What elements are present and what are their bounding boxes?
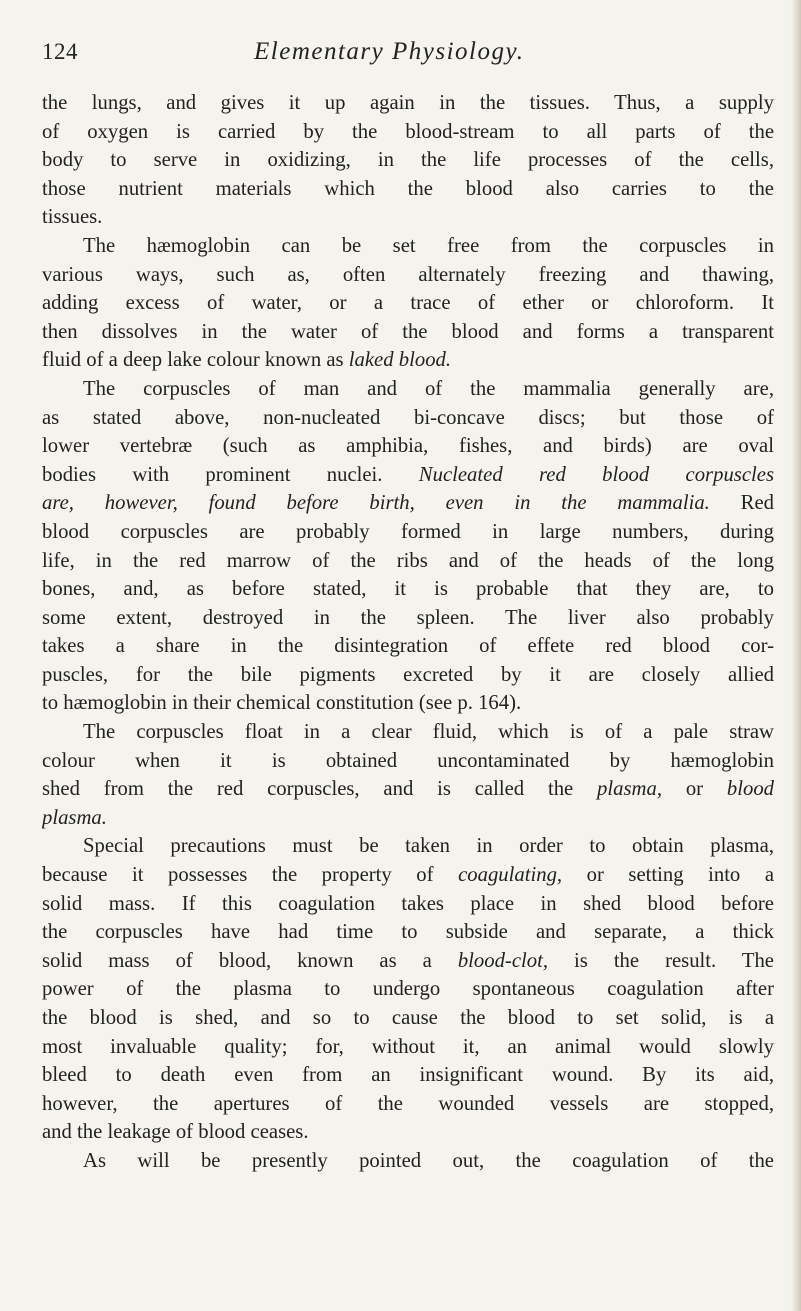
text-run: fluid of a deep lake colour known as [42,349,349,372]
text-line [42,232,774,261]
text-run: The corpuscles of man and of the mammalia generally are, [83,377,774,400]
text-run: is the result. The [548,949,774,972]
running-title: Elementary Physiology. [254,38,525,65]
text-line [42,918,774,947]
italic-term: plasma, [597,778,662,801]
italic-term: laked blood. [348,349,452,372]
text-line [42,832,774,861]
text-run: solid mass of blood, known as a [42,949,458,972]
text-line [42,975,774,1004]
text-line [42,1033,774,1062]
text-run: The corpuscles float in a clear fluid, which is of a pale straw [83,721,774,744]
text-line [42,203,774,232]
text-run: adding excess of water, or a trace of ether or chloroform. It [42,292,774,315]
text-run: bones, and, as before stated, it is probable that they are, to [42,578,774,601]
text-line [42,118,774,147]
page-number: 124 [42,39,78,64]
text-line [42,747,774,776]
text-run: tissues. [42,206,103,229]
text-line [42,1090,774,1119]
text-run: As will be presently pointed out, the coagulation of the [83,1149,774,1172]
text-line [42,575,774,604]
text-line [42,375,774,404]
italic-term: blood-clot, [457,949,549,972]
text-run: blood corpuscles are probably formed in large numbers, during [42,520,774,543]
text-line [42,518,774,547]
text-line [42,175,774,204]
running-head [42,34,772,70]
text-line [42,318,774,347]
italic-term: Nucleated red blood corpuscles [418,463,774,486]
text-line [42,661,774,690]
text-line [42,861,774,890]
text-run: most invaluable quality; for, without it, an animal would slowly [42,1035,774,1058]
text-run: or setting into a [562,864,774,887]
text-line [42,1061,774,1090]
text-line [42,775,774,804]
text-run: the blood is shed, and so to cause the blood to set solid, is a [42,1007,774,1029]
text-run: however, the apertures of the wounded vessels are stopped, [42,1092,774,1115]
text-line [42,261,774,290]
text-line [42,432,774,461]
text-line [42,89,774,118]
text-line [42,289,774,318]
text-run: some extent, destroyed in the spleen. The liver also probably [42,606,774,629]
text-run: bodies with prominent nuclei. [42,463,419,486]
text-line [42,547,774,576]
text-run: Special precautions must be taken in order to obtain plasma, [83,835,774,858]
text-run: and the leakage of blood ceases. [42,1121,309,1144]
text-run: lower vertebræ (such as amphibia, fishes, and birds) are oval [42,435,774,458]
text-line [42,489,774,518]
text-line [42,461,774,490]
text-run: of oxygen is carried by the blood-stream to all parts of the [42,120,774,143]
text-run: life, in the red marrow of the ribs and of the heads of the long [42,549,774,572]
text-run: shed from the red corpuscles, and is called the [42,778,598,801]
italic-term: plasma. [42,806,107,829]
text-run: bleed to death even from an insignificant wound. By its aid, [42,1064,774,1087]
text-run: takes a share in the disintegration of effete red blood cor- [42,635,774,658]
text-line [42,1004,774,1033]
text-run: or [662,778,727,801]
text-run: those nutrient materials which the blood also carries to the [42,177,774,200]
text-run: body to serve in oxidizing, in the life processes of the cells, [42,149,774,172]
text-line [42,1118,774,1147]
text-line [42,1147,774,1176]
text-run: The hæmoglobin can be set free from the corpuscles in [83,234,774,257]
italic-term: are, however, found before birth, even in the mammalia. [42,492,710,515]
text-run: then dissolves in the water of the blood and forms a transparent [42,320,774,343]
text-line [42,346,774,375]
body-text [42,89,774,1176]
text-run: various ways, such as, often alternately freezing and thawing, [42,263,774,286]
text-run: because it possesses the property of [42,864,459,887]
text-line [42,604,774,633]
text-run: power of the plasma to undergo spontaneous coagulation after [42,978,774,1001]
text-line [42,689,774,718]
text-line [42,404,774,433]
text-line [42,632,774,661]
text-run: as stated above, non-nucleated bi-concave discs; but those of [42,406,774,429]
text-run: the corpuscles have had time to subside and separate, a thick [42,921,774,944]
text-run: puscles, for the bile pigments excreted by it are closely allied [42,663,774,686]
text-line [42,804,774,833]
text-line [42,718,774,747]
page-edge [791,0,801,1311]
text-run: colour when it is obtained uncontaminated by hæmoglobin [42,749,774,772]
text-run: the lungs, and gives it up again in the tissues. Thus, a supply [42,92,774,114]
text-line [42,146,774,175]
text-line [42,947,774,976]
text-run: solid mass. If this coagulation takes place in shed blood before [42,892,774,915]
italic-term: blood [726,778,774,801]
italic-term: coagulating, [458,864,563,887]
text-line [42,890,774,919]
text-run: to hæmoglobin in their chemical constitution (see p. 164). [42,692,522,715]
text-run: Red [709,492,774,515]
